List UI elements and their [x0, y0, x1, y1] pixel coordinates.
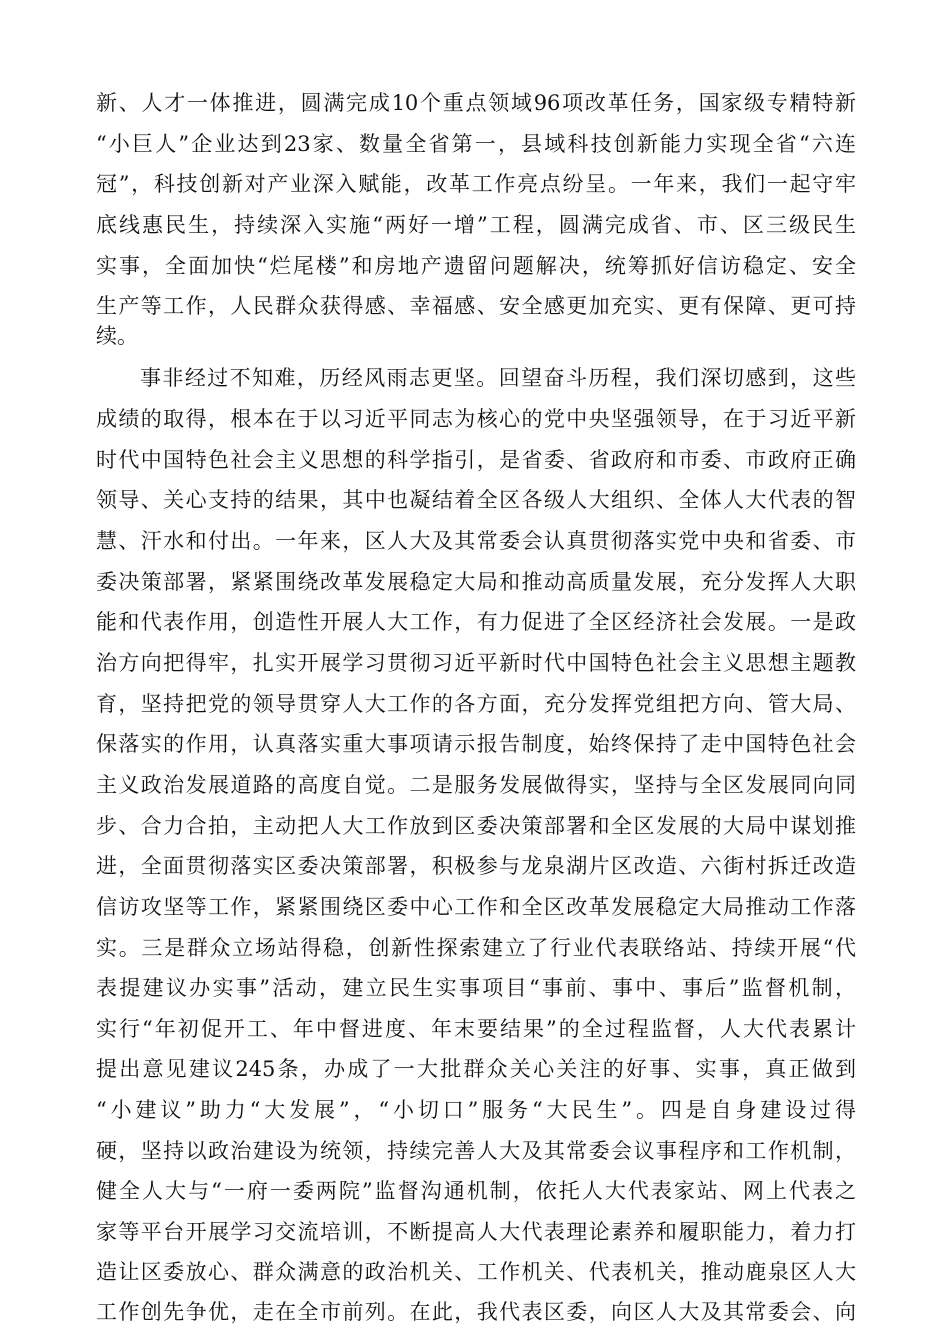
- paragraph-2-line-18: 提出意见建议245条，办成了一大批群众关心关注的好事、实事，真正做到: [96, 1057, 856, 1081]
- paragraph-2-line-4: 领导、关心支持的结果，其中也凝结着全区各级人大组织、全体人大代表的智: [96, 488, 856, 512]
- paragraph-2-line-20: 硬，坚持以政治建设为统领，持续完善人大及其常委会议事程序和工作机制，: [96, 1139, 856, 1163]
- paragraph-1-line-6: 生产等工作，人民群众获得感、幸福感、安全感更加充实、更有保障、更可持: [96, 294, 856, 318]
- paragraph-2-line-10: 保落实的作用，认真落实重大事项请示报告制度，始终保持了走中国特色社会: [96, 732, 856, 756]
- paragraph-2-line-8: 治方向把得牢，扎实开展学习贯彻习近平新时代中国特色社会主义思想主题教: [96, 651, 856, 675]
- paragraph-2-line-17: 实行“年初促开工、年中督进度、年末要结果”的全过程监督，人大代表累计: [96, 1017, 856, 1041]
- paragraph-2-line-13: 进，全面贯彻落实区委决策部署，积极参与龙泉湖片区改造、六街村拆迁改造: [96, 854, 856, 878]
- paragraph-2-line-2: 成绩的取得，根本在于以习近平同志为核心的党中央坚强领导，在于习近平新: [96, 407, 856, 431]
- paragraph-1-line-3: 冠”，科技创新对产业深入赋能，改革工作亮点纷呈。一年来，我们一起守牢: [96, 172, 856, 196]
- paragraph-2-line-12: 步、合力合拍，主动把人大工作放到区委决策部署和全区发展的大局中谋划推: [96, 814, 856, 838]
- paragraph-1-line-5: 实事，全面加快“烂尾楼”和房地产遗留问题解决，统筹抓好信访稳定、安全: [96, 254, 856, 278]
- paragraph-2-line-22: 家等平台开展学习交流培训，不断提高人大代表理论素养和履职能力，着力打: [96, 1220, 856, 1244]
- paragraph-2-line-9: 育，坚持把党的领导贯穿人大工作的各方面，充分发挥党组把方向、管大局、: [96, 692, 856, 716]
- paragraph-1-line-4: 底线惠民生，持续深入实施“两好一增”工程，圆满完成省、市、区三级民生: [96, 213, 856, 237]
- paragraph-1-line-1: 新、人才一体推进，圆满完成10个重点领域96项改革任务，国家级专精特新: [96, 91, 856, 115]
- paragraph-2-line-19: “小建议”助力“大发展”，“小切口”服务“大民生”。四是自身建设过得: [96, 1098, 856, 1122]
- paragraph-2-line-3: 时代中国特色社会主义思想的科学指引，是省委、省政府和市委、市政府正确: [96, 448, 856, 472]
- paragraph-2-line-15: 实。三是群众立场站得稳，创新性探索建立了行业代表联络站、持续开展“代: [96, 936, 856, 960]
- paragraph-2-line-23: 造让区委放心、群众满意的政治机关、工作机关、代表机关，推动鹿泉区人大: [96, 1260, 856, 1284]
- paragraph-2-line-1: 事非经过不知难，历经风雨志更坚。回望奋斗历程，我们深切感到，这些: [140, 366, 856, 390]
- paragraph-2-line-11: 主义政治发展道路的高度自觉。二是服务发展做得实，坚持与全区发展同向同: [96, 773, 856, 797]
- paragraph-2-line-16: 表提建议办实事”活动，建立民生实事项目“事前、事中、事后”监督机制，: [96, 976, 856, 1000]
- paragraph-2-line-6: 委决策部署，紧紧围绕改革发展稳定大局和推动高质量发展，充分发挥人大职: [96, 570, 856, 594]
- paragraph-2-line-21: 健全人大与“一府一委两院”监督沟通机制，依托人大代表家站、网上代表之: [96, 1179, 856, 1203]
- paragraph-2-line-5: 慧、汗水和付出。一年来，区人大及其常委会认真贯彻落实党中央和省委、市: [96, 529, 856, 553]
- paragraph-2-line-14: 信访攻坚等工作，紧紧围绕区委中心工作和全区改革发展稳定大局推动工作落: [96, 895, 856, 919]
- paragraph-1-line-7: 续。: [96, 324, 138, 348]
- paragraph-1-line-2: “小巨人”企业达到23家、数量全省第一，县域科技创新能力实现全省“六连: [96, 132, 856, 156]
- paragraph-2-line-24: 工作创先争优，走在全市前列。在此，我代表区委，向区人大及其常委会、向: [96, 1300, 856, 1324]
- paragraph-2-line-7: 能和代表作用，创造性开展人大工作，有力促进了全区经济社会发展。一是政: [96, 610, 856, 634]
